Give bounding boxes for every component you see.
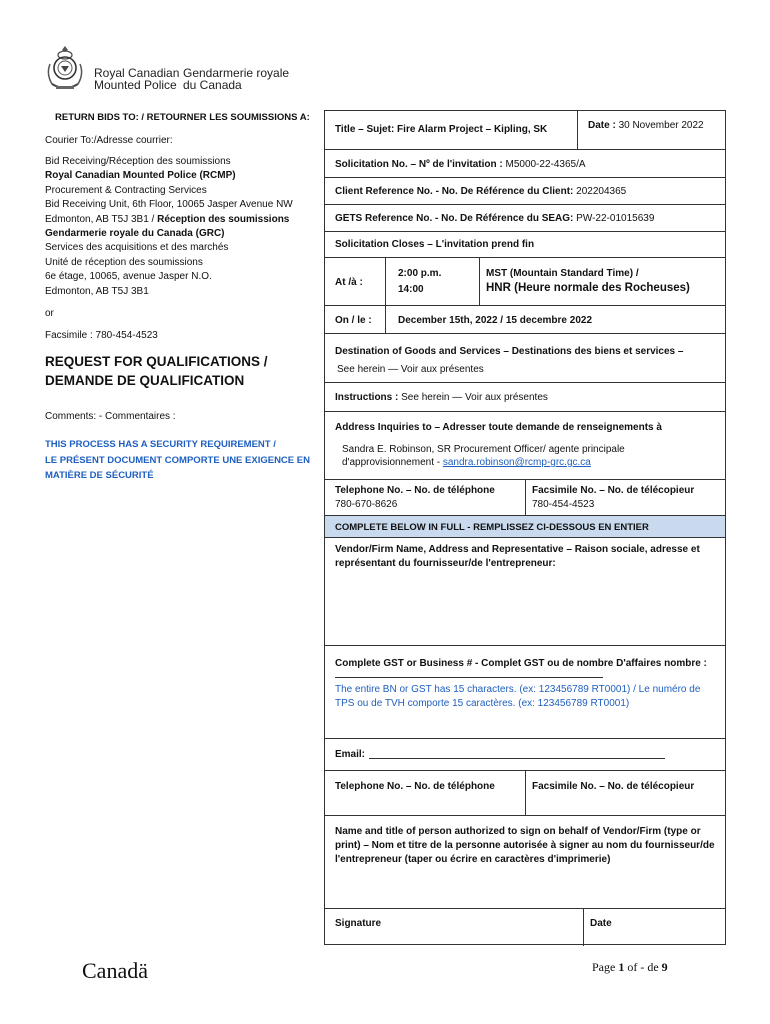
bid-form-table bbox=[324, 110, 726, 945]
address-line: Gendarmerie royale du Canada (GRC) bbox=[45, 228, 225, 240]
on-label: On / le : bbox=[335, 315, 372, 326]
complete-below-text: COMPLETE BELOW IN FULL - REMPLISSEZ CI-DESSOUS EN ENTIER bbox=[335, 522, 649, 533]
address-line: Bid Receiving/Réception des soumissions bbox=[45, 156, 231, 167]
rcmp-crest-icon bbox=[44, 44, 86, 94]
timezone-en: MST (Mountain Standard Time) / bbox=[486, 268, 639, 279]
address-line: 6e étage, 10065, avenue Jasper N.O. bbox=[45, 271, 212, 283]
security-line3: MATIÈRE DE SÉCURITÉ bbox=[45, 470, 154, 481]
destination-value: See herein — Voir aux présentes bbox=[337, 364, 484, 375]
at-label: At /à : bbox=[335, 277, 363, 288]
gst-note-line1: The entire BN or GST has 15 characters. (ex: 123456789 RT0001) / Le numéro de bbox=[335, 684, 701, 695]
return-address bbox=[45, 155, 320, 299]
vendor-facsimile-label: Facsimile No. – No. de télécopieur bbox=[532, 781, 695, 792]
destination-row bbox=[325, 333, 725, 383]
client-reference-number: Client Reference No. - No. De Référence du Client: 202204365 bbox=[335, 186, 627, 197]
comments-label: Comments: - Commentaires : bbox=[45, 411, 176, 422]
closing-time-12h: 2:00 p.m. bbox=[398, 268, 442, 279]
or-label: or bbox=[45, 308, 54, 319]
gets-reference-row bbox=[325, 204, 725, 232]
authorized-line2: print) – Nom et titre de la personne autorisée à signer au nom du fournisseur/de bbox=[335, 840, 715, 851]
address-line: Services des acquisitions et des marchés bbox=[45, 242, 229, 254]
vendor-label-line2: représentant du fournisseur/de l'entrepreneur: bbox=[335, 558, 556, 569]
return-bids-heading: RETURN BIDS TO: / RETOURNER LES SOUMISSIONS A: bbox=[55, 112, 310, 123]
vendor-label-line1: Vendor/Firm Name, Address and Representative – Raison sociale, adresse et bbox=[335, 544, 700, 555]
gst-row bbox=[325, 645, 725, 739]
rfq-title-line1: REQUEST FOR QUALIFICATIONS / bbox=[45, 354, 268, 369]
page-number: Page 1 of - de 9 bbox=[592, 960, 668, 974]
address-line: Edmonton, AB T5J 3B1 / Réception des soumissions bbox=[45, 213, 290, 225]
authorized-person-row bbox=[325, 815, 725, 909]
org-name-fr-line2: du Canada bbox=[183, 78, 242, 92]
destination-label: Destination of Goods and Services – Destinations des biens et services – bbox=[335, 346, 684, 357]
inquiries-contact-line2: d'approvisionnement - sandra.robinson@rcmp-grc.gc.ca bbox=[342, 457, 591, 468]
closing-date-row bbox=[325, 305, 725, 334]
authorized-line1: Name and title of person authorized to sign on behalf of Vendor/Firm (type or bbox=[335, 826, 701, 837]
email-input-line[interactable] bbox=[369, 758, 665, 759]
telephone-label: Telephone No. – No. de téléphone bbox=[335, 485, 495, 496]
vendor-telephone-label: Telephone No. – No. de téléphone bbox=[335, 781, 495, 792]
vendor-contact-row bbox=[325, 770, 725, 816]
facsimile-value: 780-454-4523 bbox=[532, 499, 595, 510]
contact-numbers-row bbox=[325, 479, 725, 516]
gst-label: Complete GST or Business # - Complet GST ou de nombre D'affaires nombre : bbox=[335, 658, 707, 669]
signature-date-label: Date bbox=[590, 918, 612, 929]
instructions-text: Instructions : See herein — Voir aux présentes bbox=[335, 392, 548, 403]
client-reference-row bbox=[325, 177, 725, 205]
address-line: Unité de réception des soumissions bbox=[45, 256, 203, 268]
date-field: Date : 30 November 2022 bbox=[588, 120, 704, 131]
inquiries-label: Address Inquiries to – Adresser toute demande de renseignements à bbox=[335, 422, 662, 433]
address-line: Procurement & Contracting Services bbox=[45, 184, 207, 196]
solicitation-closes-label: Solicitation Closes – L'invitation prend fin bbox=[335, 239, 535, 250]
rfq-title-line2: DEMANDE DE QUALIFICATION bbox=[45, 373, 245, 388]
security-line2: LE PRÉSENT DOCUMENT COMPORTE UNE EXIGENCE EN bbox=[45, 455, 310, 466]
telephone-value: 780-670-8626 bbox=[335, 499, 398, 510]
email-label: Email: bbox=[335, 749, 366, 760]
inquiries-email-link[interactable]: sandra.robinson@rcmp-grc.gc.ca bbox=[442, 457, 591, 468]
security-line1: THIS PROCESS HAS A SECURITY REQUIREMENT / bbox=[45, 439, 276, 450]
inquiries-row bbox=[325, 411, 725, 480]
closing-date: December 15th, 2022 / 15 decembre 2022 bbox=[398, 315, 593, 326]
gst-note-line2: TPS ou de TVH comporte 15 caractères. (ex: 123456789 RT0001) bbox=[335, 698, 630, 709]
timezone-fr: HNR (Heure normale des Rocheuses) bbox=[486, 282, 690, 294]
signature-label: Signature bbox=[335, 918, 382, 929]
title-text: Title – Sujet: Fire Alarm Project – Kipling, SK bbox=[335, 124, 548, 135]
inquiries-contact: Sandra E. Robinson, SR Procurement Officer/ agente principale bbox=[342, 444, 625, 455]
facsimile-label: Facsimile No. – No. de télécopieur bbox=[532, 485, 695, 496]
signature-row bbox=[325, 908, 725, 946]
address-line: Royal Canadian Mounted Police (RCMP) bbox=[45, 170, 236, 182]
gst-input-line[interactable] bbox=[335, 677, 603, 678]
org-name-en-line2: Mounted Police bbox=[94, 78, 177, 92]
instructions-row bbox=[325, 382, 725, 412]
solicitation-closes-row bbox=[325, 231, 725, 258]
gets-reference-number: GETS Reference No. - No. De Référence du SEAG: PW-22-01015639 bbox=[335, 213, 655, 224]
courier-label: Courier To:/Adresse courrier: bbox=[45, 135, 173, 146]
solicitation-number: Solicitation No. – Nº de l'invitation : M5000-22-4365/A bbox=[335, 159, 586, 170]
org-name-en-line1: Royal Canadian bbox=[94, 66, 180, 80]
authorized-line3: l'entrepreneur (taper ou écrire en caractères d'imprimerie) bbox=[335, 854, 611, 865]
email-row bbox=[325, 738, 725, 771]
address-line: Edmonton, AB T5J 3B1 bbox=[45, 285, 149, 297]
title-row bbox=[325, 111, 725, 149]
solicitation-row bbox=[325, 149, 725, 178]
complete-below-banner bbox=[325, 515, 725, 538]
address-line: Bid Receiving Unit, 6th Floor, 10065 Jasper Avenue NW bbox=[45, 199, 293, 211]
closing-time-24h: 14:00 bbox=[398, 284, 424, 295]
vendor-info-row bbox=[325, 537, 725, 646]
facsimile-text: Facsimile : 780-454-4523 bbox=[45, 330, 158, 341]
closing-time-row bbox=[325, 257, 725, 306]
org-name-fr-line1: Gendarmerie royale bbox=[183, 66, 290, 80]
canada-wordmark: Canadä bbox=[82, 958, 148, 983]
